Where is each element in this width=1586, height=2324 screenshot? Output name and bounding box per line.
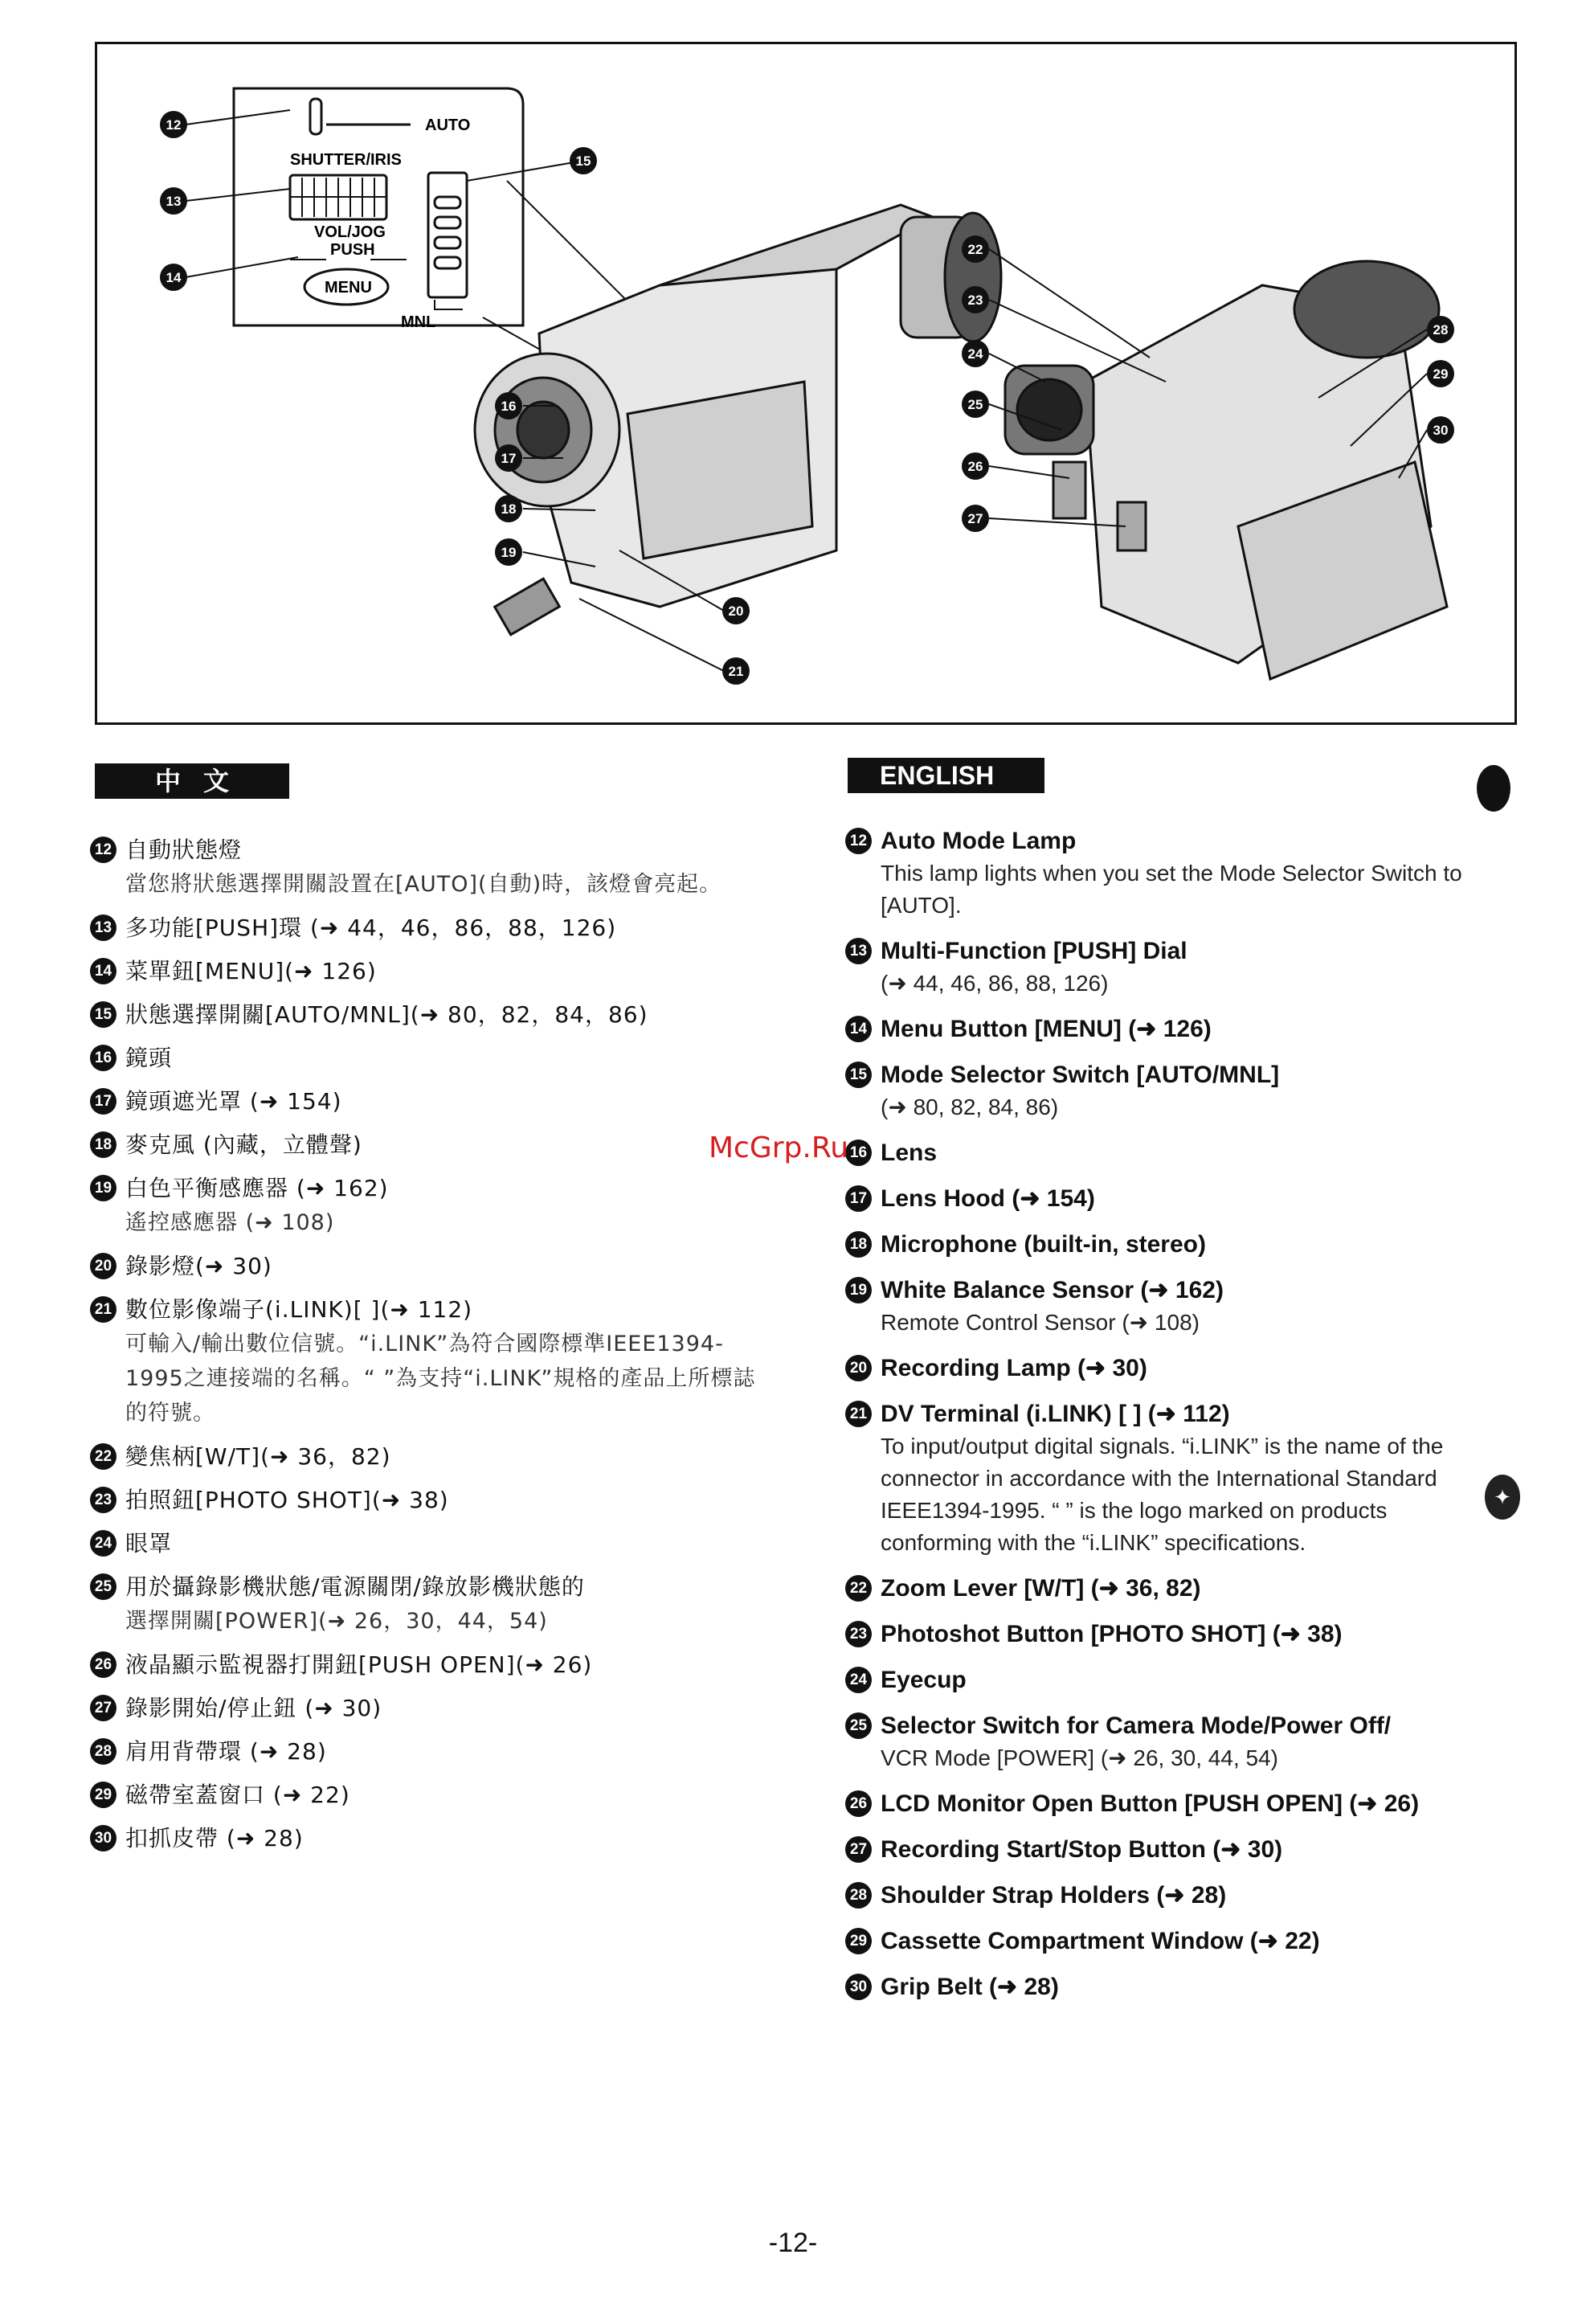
svg-text:21: 21: [728, 664, 744, 679]
callout-16: [495, 392, 522, 419]
item-title: 菜單鈕[MENU](➜ 126): [125, 958, 377, 984]
parts-list-item: [845, 1880, 1488, 1912]
item-number-badge: 20: [90, 1253, 116, 1279]
item-number-badge: 26: [90, 1651, 116, 1678]
callout-22: [962, 235, 989, 263]
item-number-badge: 21: [90, 1296, 116, 1323]
svg-text:12: 12: [166, 117, 182, 133]
english-parts-list: [845, 825, 1488, 2017]
parts-list-item: [845, 1834, 1488, 1866]
item-description: 當您將狀態選擇開關設置在[AUTO](自動)時，該燈會亮起。: [125, 872, 722, 897]
item-description: 遙控感應器 (➜ 108): [125, 1210, 335, 1235]
parts-list-item: [90, 1778, 757, 1812]
callout-18: [495, 495, 522, 522]
item-number-badge: 28: [845, 1882, 872, 1909]
parts-list-item: [90, 1171, 757, 1240]
callout-13: [160, 187, 187, 215]
item-title: Recording Start/Stop Button (➜ 30): [881, 1836, 1283, 1863]
callout-23: [962, 286, 989, 313]
callout-25: [962, 391, 989, 418]
callout-19: [495, 538, 522, 566]
item-number-badge: 19: [90, 1175, 116, 1201]
item-number-badge: 26: [845, 1790, 872, 1817]
item-title: 眼罩: [125, 1530, 173, 1557]
parts-list-item: [845, 935, 1488, 1000]
item-title: Cassette Compartment Window (➜ 22): [881, 1928, 1320, 1954]
item-number-badge: 25: [845, 1712, 872, 1739]
callout-15: [570, 147, 597, 174]
item-number-badge: 24: [845, 1667, 872, 1693]
item-description: 選擇開關[POWER](➜ 26，30，44，54): [125, 1609, 548, 1634]
parts-list-item: [845, 825, 1488, 922]
item-title: 磁帶室蓋窗口 (➜ 22): [125, 1782, 350, 1808]
parts-list-item: [90, 910, 757, 945]
parts-list-item: [90, 1292, 757, 1430]
callout-21: [722, 657, 750, 685]
parts-list-item: [845, 1398, 1488, 1559]
label-shutter-iris: SHUTTER/IRIS: [290, 151, 402, 169]
parts-list-item: [90, 1483, 757, 1517]
parts-list-item: [90, 997, 757, 1032]
parts-list-item: [90, 1439, 757, 1474]
item-title: DV Terminal (i.LINK) [ ] (➜ 112): [881, 1401, 1230, 1427]
item-description: VCR Mode [POWER] (➜ 26, 30, 44, 54): [881, 1745, 1278, 1770]
parts-list-item: [90, 1084, 757, 1119]
item-number-badge: 12: [90, 837, 116, 863]
item-title: 數位影像端子(i.LINK)[ ](➜ 112): [125, 1296, 473, 1323]
item-title: LCD Monitor Open Button [PUSH OPEN] (➜ 26): [881, 1790, 1420, 1817]
item-number-badge: 18: [90, 1131, 116, 1158]
item-title: Grip Belt (➜ 28): [881, 1974, 1059, 2000]
item-title: 錄影燈(➜ 30): [125, 1253, 272, 1279]
item-number-badge: 13: [90, 914, 116, 941]
english-section-header: ENGLISH: [848, 758, 1044, 793]
camcorder-diagram: [95, 42, 1517, 725]
item-number-badge: 15: [90, 1001, 116, 1028]
item-number-badge: 14: [845, 1016, 872, 1042]
item-number-badge: 17: [845, 1185, 872, 1212]
parts-list-item: [845, 1183, 1488, 1215]
item-title: 扣抓皮帶 (➜ 28): [125, 1825, 304, 1851]
callout-12: [160, 111, 187, 138]
section-marker-dot: [1477, 765, 1510, 812]
item-description: To input/output digital signals. “i.LINK” is the name of the connector in accordance with the International Standard IEEE1394-1995. “ ” is the logo marked on products conforming with the “i.LINK” specifications.: [881, 1434, 1444, 1555]
parts-list-item: [845, 1059, 1488, 1123]
item-number-badge: 19: [845, 1277, 872, 1303]
item-title: Shoulder Strap Holders (➜ 28): [881, 1882, 1227, 1909]
item-title: 自動狀態燈: [125, 837, 243, 863]
svg-text:14: 14: [166, 270, 182, 285]
item-title: 鏡頭: [125, 1045, 173, 1071]
svg-text:17: 17: [501, 451, 517, 466]
item-number-badge: 29: [90, 1782, 116, 1808]
item-number-badge: 15: [845, 1062, 872, 1088]
label-mnl: MNL: [401, 313, 436, 331]
item-number-badge: 14: [90, 958, 116, 984]
item-number-badge: 22: [845, 1575, 872, 1602]
parts-list-item: [90, 833, 757, 902]
item-title: Zoom Lever [W/T] (➜ 36, 82): [881, 1575, 1201, 1602]
callout-27: [962, 505, 989, 532]
page-number: -12-: [768, 2228, 818, 2258]
svg-text:30: 30: [1433, 423, 1449, 438]
item-title: Menu Button [MENU] (➜ 126): [881, 1016, 1212, 1042]
svg-text:13: 13: [166, 194, 182, 209]
item-title: Mode Selector Switch [AUTO/MNL]: [881, 1062, 1280, 1088]
thumb-tab-icon: ✦: [1485, 1475, 1520, 1520]
watermark: McGrp.Ru: [709, 1131, 849, 1164]
item-title: Lens Hood (➜ 154): [881, 1185, 1095, 1212]
auto-lamp-shape: [310, 99, 321, 134]
item-number-badge: 30: [845, 1974, 872, 2000]
svg-text:28: 28: [1433, 322, 1449, 338]
callout-24: [962, 340, 989, 367]
item-title: Microphone (built-in, stereo): [881, 1231, 1206, 1258]
label-auto: AUTO: [425, 117, 471, 134]
svg-text:22: 22: [967, 242, 983, 257]
item-description: (➜ 80, 82, 84, 86): [881, 1094, 1059, 1119]
item-number-badge: 18: [845, 1231, 872, 1258]
item-title: 白色平衡感應器 (➜ 162): [125, 1175, 389, 1201]
item-title: Eyecup: [881, 1667, 967, 1693]
parts-list-item: [90, 1526, 757, 1561]
item-number-badge: 27: [90, 1695, 116, 1721]
item-number-badge: 23: [845, 1621, 872, 1647]
item-description: This lamp lights when you set the Mode Selector Switch to [AUTO].: [881, 861, 1462, 918]
callout-17: [495, 444, 522, 472]
parts-list-item: [90, 1127, 757, 1162]
item-title: 多功能[PUSH]環 (➜ 44，46，86，88，126): [125, 914, 617, 941]
parts-list-item: [845, 1137, 1488, 1169]
svg-text:25: 25: [967, 397, 983, 412]
svg-text:26: 26: [967, 459, 983, 474]
mode-selector-switch-shape: [428, 173, 467, 297]
label-push: PUSH: [330, 241, 375, 259]
parts-list-item: [845, 1710, 1488, 1774]
svg-text:29: 29: [1433, 366, 1449, 382]
item-number-badge: 17: [90, 1088, 116, 1115]
item-number-badge: 16: [90, 1045, 116, 1071]
parts-list-item: [845, 1013, 1488, 1045]
camcorder-front-view: [475, 205, 1001, 635]
parts-list-item: [845, 1275, 1488, 1339]
parts-list-item: [845, 1352, 1488, 1385]
item-number-badge: 29: [845, 1928, 872, 1954]
item-title: Selector Switch for Camera Mode/Power Off/: [881, 1712, 1392, 1739]
item-title: 麥克風 (內藏，立體聲): [125, 1131, 362, 1158]
item-number-badge: 16: [845, 1139, 872, 1166]
parts-list-item: [845, 1925, 1488, 1958]
parts-list-item: [845, 1618, 1488, 1651]
label-menu: MENU: [325, 279, 372, 297]
item-number-badge: 23: [90, 1487, 116, 1513]
item-number-badge: 13: [845, 938, 872, 964]
svg-text:19: 19: [501, 545, 517, 560]
parts-list-item: [90, 1821, 757, 1856]
svg-text:27: 27: [967, 511, 983, 526]
item-title: 變焦柄[W/T](➜ 36，82): [125, 1443, 391, 1470]
item-number-badge: 12: [845, 828, 872, 854]
item-title: 鏡頭遮光罩 (➜ 154): [125, 1088, 342, 1115]
callout-14: [160, 264, 187, 291]
callout-28: [1427, 316, 1454, 343]
svg-text:16: 16: [501, 399, 517, 414]
item-title: Photoshot Button [PHOTO SHOT] (➜ 38): [881, 1621, 1343, 1647]
camcorder-rear-view: [1005, 261, 1447, 679]
item-title: Multi-Function [PUSH] Dial: [881, 938, 1187, 964]
svg-text:20: 20: [728, 604, 744, 619]
chinese-section-header: 中文: [95, 763, 289, 799]
item-number-badge: 27: [845, 1836, 872, 1863]
item-title: 狀態選擇開關[AUTO/MNL](➜ 80，82，84，86): [125, 1001, 648, 1028]
callout-30: [1427, 416, 1454, 444]
parts-list-item: [90, 1647, 757, 1682]
parts-list-item: [845, 1573, 1488, 1605]
item-title: 肩用背帶環 (➜ 28): [125, 1738, 327, 1765]
item-number-badge: 30: [90, 1825, 116, 1851]
svg-text:15: 15: [575, 153, 591, 169]
item-number-badge: 24: [90, 1530, 116, 1557]
chinese-parts-list: [90, 833, 757, 1864]
callout-20: [722, 597, 750, 624]
parts-list-item: [90, 1734, 757, 1769]
parts-list-item: [90, 1249, 757, 1283]
item-description: Remote Control Sensor (➜ 108): [881, 1310, 1200, 1335]
item-number-badge: 28: [90, 1738, 116, 1765]
svg-text:18: 18: [501, 501, 517, 517]
callout-26: [962, 452, 989, 480]
svg-text:23: 23: [967, 293, 983, 308]
parts-list-item: [90, 954, 757, 988]
item-title: 錄影開始/停止鈕 (➜ 30): [125, 1695, 382, 1721]
svg-text:24: 24: [967, 346, 983, 362]
item-number-badge: 25: [90, 1573, 116, 1600]
item-title: 用於攝錄影機狀態/電源關閉/錄放影機狀態的: [125, 1573, 585, 1600]
parts-list-item: [90, 1569, 757, 1639]
parts-list-item: [90, 1691, 757, 1725]
parts-list-item: [90, 1041, 757, 1075]
item-title: Auto Mode Lamp: [881, 828, 1077, 854]
parts-list-item: [845, 1788, 1488, 1820]
callout-29: [1427, 360, 1454, 387]
item-title: 拍照鈕[PHOTO SHOT](➜ 38): [125, 1487, 449, 1513]
item-title: Lens: [881, 1139, 938, 1166]
item-title: White Balance Sensor (➜ 162): [881, 1277, 1224, 1303]
item-description: 可輸入/輸出數位信號。“i.LINK”為符合國際標準IEEE1394-1995之連接端的名稱。“ ”為支持“i.LINK”規格的產品上所標誌的符號。: [125, 1332, 756, 1426]
camcorder-illustration: [97, 44, 1519, 727]
item-description: (➜ 44, 46, 86, 88, 126): [881, 971, 1109, 996]
parts-list-item: [845, 1229, 1488, 1261]
item-number-badge: 20: [845, 1355, 872, 1381]
parts-list-item: [845, 1971, 1488, 2003]
parts-list-item: [845, 1664, 1488, 1696]
label-vol-jog: VOL/JOG: [314, 223, 386, 241]
item-number-badge: 21: [845, 1401, 872, 1427]
item-title: Recording Lamp (➜ 30): [881, 1355, 1147, 1381]
item-title: 液晶顯示監視器打開鈕[PUSH OPEN](➜ 26): [125, 1651, 593, 1678]
item-number-badge: 22: [90, 1443, 116, 1470]
